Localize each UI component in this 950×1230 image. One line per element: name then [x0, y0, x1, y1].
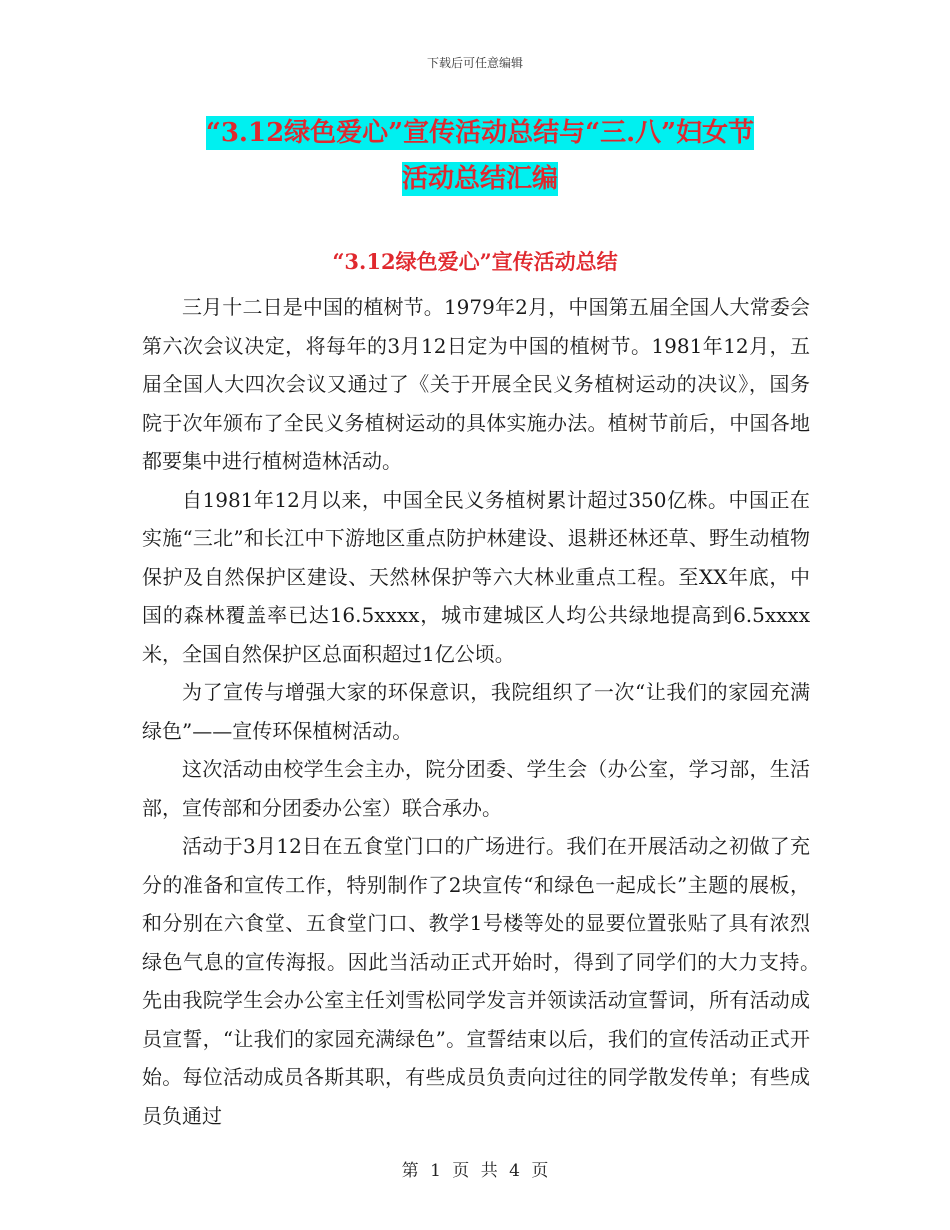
page-header-note: 下载后可任意编辑	[426, 56, 523, 70]
paragraph: 自1981年12月以来，中国全民义务植树累计超过350亿株。中国正在实施“三北”和长江中下游地区重点防护林建设、退耕还林还草、野生动植物保护及自然保护区建设、天然林保护等六大林业重点工程。至XX年底，中国的森林覆盖率已达16.5xxxx，城市建城区人均公共绿地提高到6.5xxxx米，全国自然保护区总面积超过1亿公顷。	[142, 487, 810, 666]
page-footer: 第 1 页 共 4 页	[401, 1161, 549, 1181]
body-text	[142, 288, 850, 1135]
document-title	[140, 110, 820, 202]
section-title: “3.12绿色爱心”宣传活动总结	[332, 249, 618, 274]
paragraph: 这次活动由校学生会主办，院分团委、学生会（办公室，学习部，生活部，宣传部和分团委办公室）联合承办。	[142, 757, 810, 820]
document-title-line-1	[140, 110, 820, 156]
paragraph: 为了宣传与增强大家的环保意识，我院组织了一次“让我们的家园充满绿色”——宣传环保植树活动。	[142, 680, 810, 743]
paragraph: 三月十二日是中国的植树节。1979年2月，中国第五届全国人大常委会第六次会议决定，将每年的3月12日定为中国的植树节。1981年12月，五届全国人大四次会议又通过了《关于开展全民义务植树运动的决议》，国务院于次年颁布了全民义务植树运动的具体实施办法。植树节前后，中国各地都要集中进行植树造林活动。	[142, 295, 810, 473]
title-highlight-1: “3.12绿色爱心”宣传活动总结与“三.八”妇女节	[205, 118, 755, 148]
paragraph: 活动于3月12日在五食堂门口的广场进行。我们在开展活动之初做了充分的准备和宣传工作，特别制作了2块宣传“和绿色一起成长”主题的展板，和分别在六食堂、五食堂门口、教学1号楼等处的显要位置张贴了具有浓烈绿色气息的宣传海报。因此当活动正式开始时，得到了同学们的大力支持。 先由我院学生会办公室主任刘雪松同学发言并领读活动宣誓词，所有活动成员宣誓，“让我们的家园充满绿色”。宣誓结束以后，我们的宣传活动正式开始。每位活动成员各斯其职，有些成员负责向过往的同学散发传单；有些成员负通过	[142, 834, 850, 1128]
title-highlight-2: 活动总结汇编	[401, 164, 558, 194]
document-title-line-2	[140, 156, 820, 202]
